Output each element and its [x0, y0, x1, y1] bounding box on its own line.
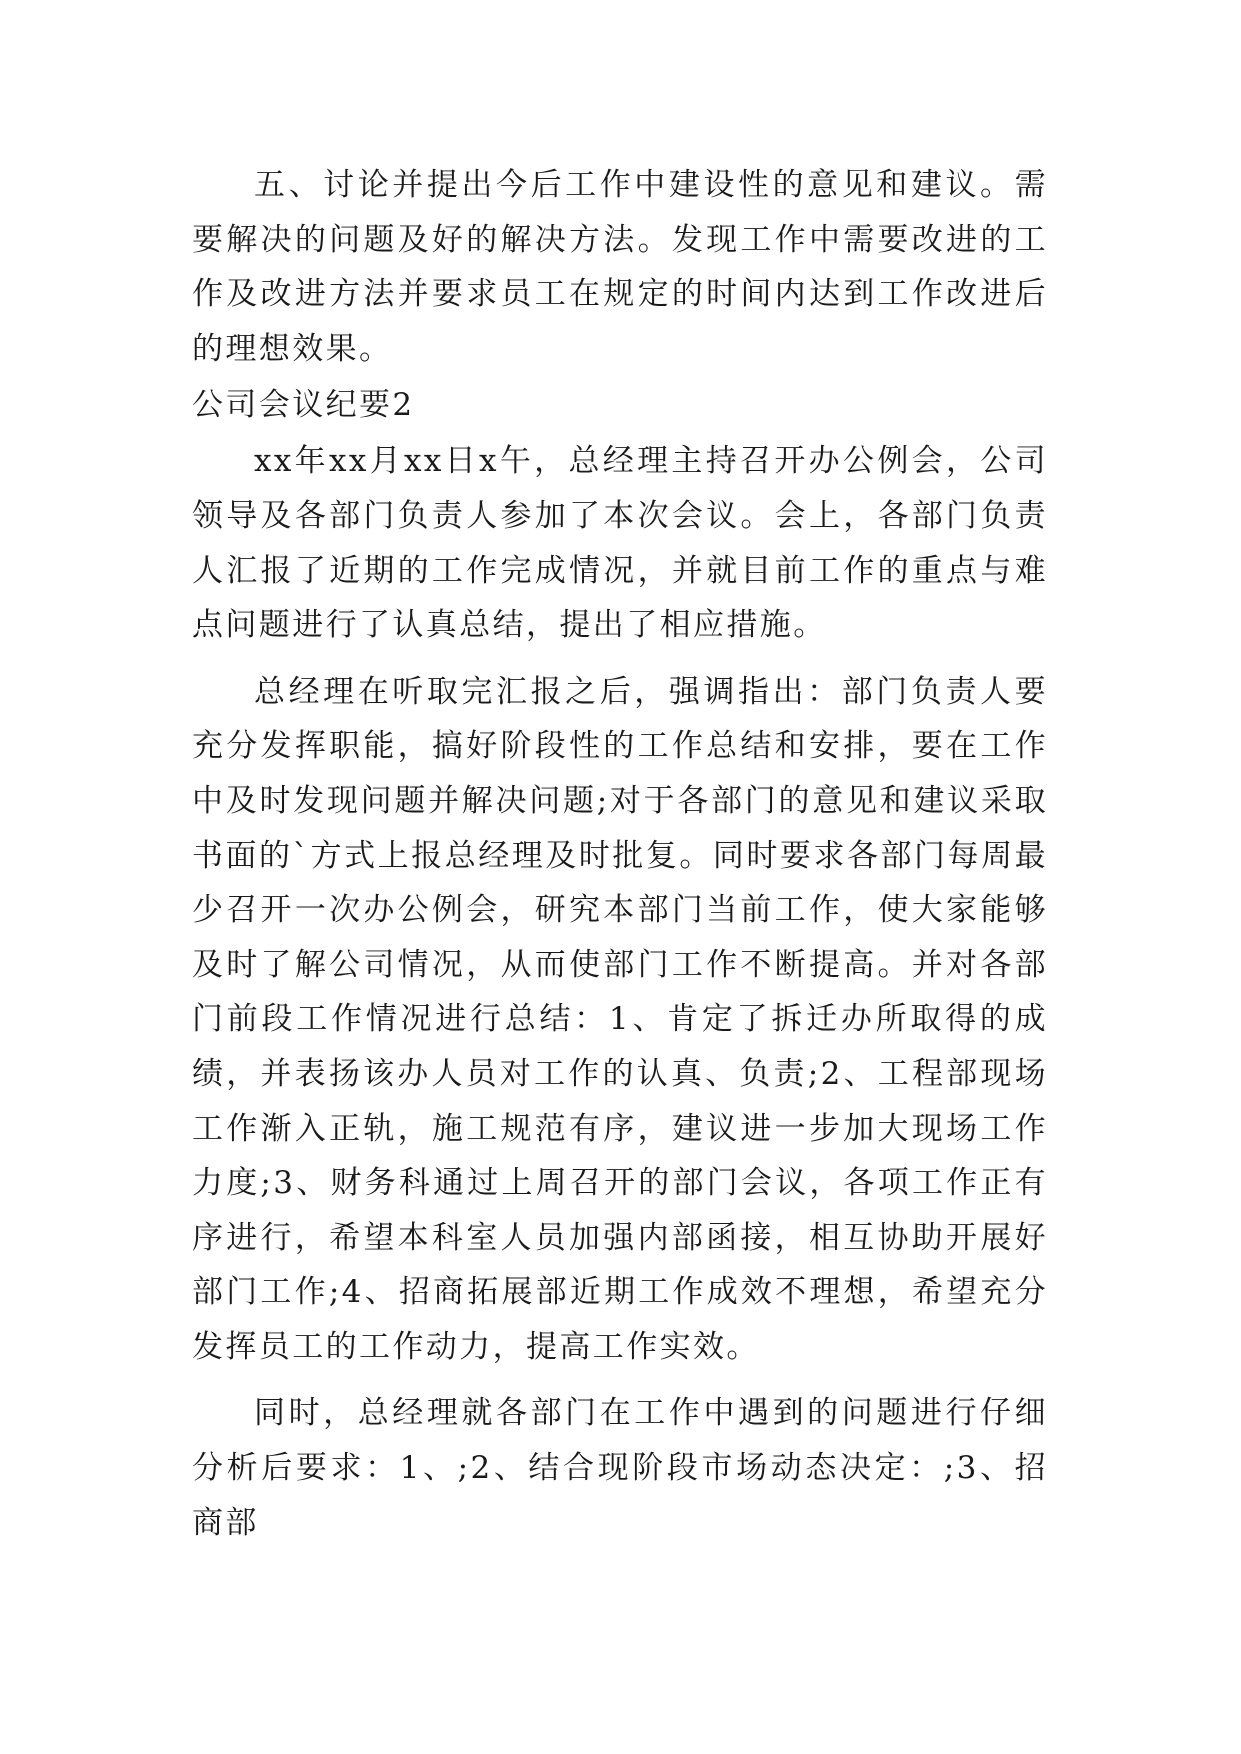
paragraph-meeting-intro: xx年xx月xx日x午，总经理主持召开办公例会，公司领导及各部门负责人参加了本次会议。会上，各部门负责人汇报了近期的工作完成情况，并就目前工作的重点与难点问题进行了认真总结，提出了相应措施。 — [192, 443, 1048, 644]
document-body — [192, 158, 1048, 1562]
paragraph-manager-requirements: 同时，总经理就各部门在工作中遇到的问题进行仔细分析后要求：1、;2、结合现阶段市场动态决定：;3、招商部 — [192, 1395, 1048, 1541]
paragraph-manager-remarks: 总经理在听取完汇报之后，强调指出：部门负责人要充分发挥职能，搞好阶段性的工作总结和安排，要在工作中及时发现问题并解决问题;对于各部门的意见和建议采取书面的`方式上报总经理及时批复。同时要求各部门每周最少召开一次办公例会，研究本部门当前工作，使大家能够及时了解公司情况，从而使部门工作不断提高。并对各部门前段工作情况进行总结：1、肯定了拆迁办所取得的成绩，并表扬该办人员对工作的认真、负责;2、工程部现场工作渐入正轨，施工规范有序，建议进一步加大现场工作力度;3、财务科通过上周召开的部门会议，各项工作正有序进行，希望本科室人员加强内部函接，相互协助开展好部门工作;4、招商拓展部近期工作成效不理想，希望充分发挥员工的工作动力，提高工作实效。 — [192, 673, 1048, 1365]
paragraph-item-five: 五、讨论并提出今后工作中建设性的意见和建议。需要解决的问题及好的解决方法。发现工作中需要改进的工作及改进方法并要求员工在规定的时间内达到工作改进后的理想效果。 — [192, 167, 1048, 367]
section-heading: 公司会议纪要2 — [192, 387, 415, 424]
